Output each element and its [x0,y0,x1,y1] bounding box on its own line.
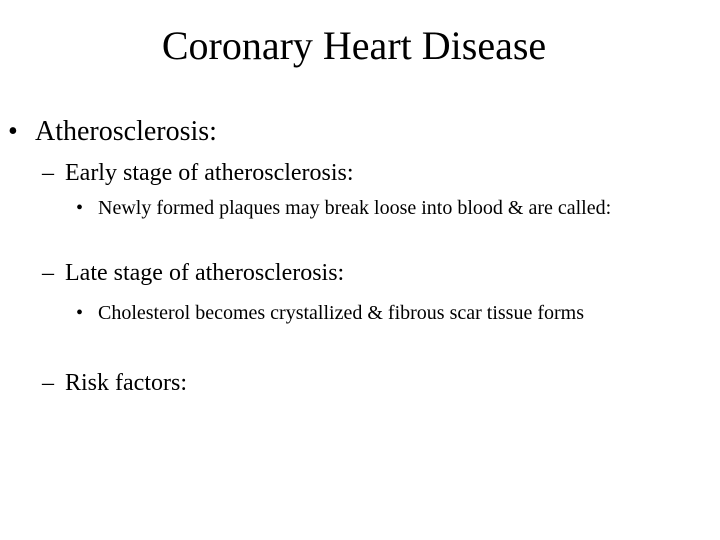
detail-text: Newly formed plaques may break loose into blood & are called: [98,197,612,219]
bullet-dot-icon: • [76,197,84,219]
bullet-dot-icon: • [76,302,84,324]
bullet-dash-icon: – [42,160,54,186]
detail-text: Cholesterol becomes crystallized & fibrous scar tissue forms [98,302,584,324]
subbullet-text: Early stage of atherosclerosis: [65,160,354,186]
subbullet-early-stage [42,158,354,188]
detail-bullet-cholesterol [76,300,584,326]
bullet-atherosclerosis [8,114,217,150]
slide-title: Coronary Heart Disease [161,23,547,68]
subbullet-text: Late stage of atherosclerosis: [65,260,345,286]
bullet-dash-icon: – [42,370,54,396]
subbullet-late-stage [42,258,344,288]
bullet-text: Atherosclerosis: [35,116,217,147]
bullet-dash-icon: – [42,260,54,286]
subbullet-text: Risk factors: [65,370,187,396]
subbullet-risk-factors [42,368,187,398]
bullet-dot-icon: • [8,116,18,147]
detail-bullet-plaques [76,195,611,221]
